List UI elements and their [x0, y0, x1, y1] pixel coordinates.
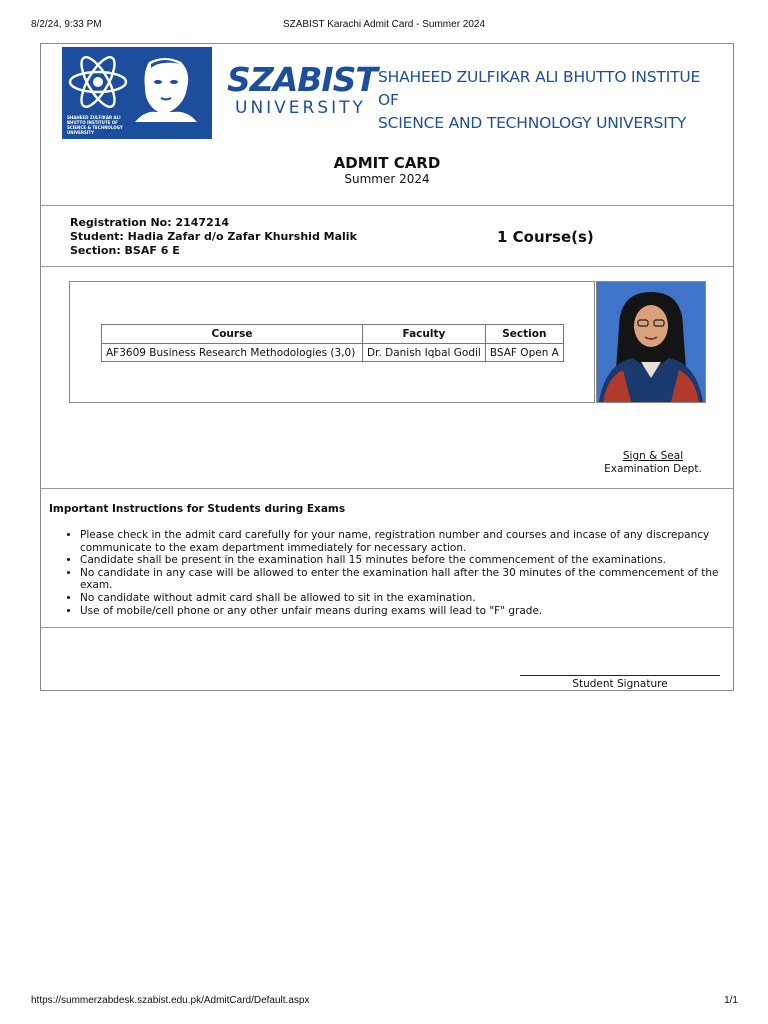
print-header	[0, 19, 768, 33]
list-item: • No candidate in any case will be allowed to enter the examination hall after the 30 minutes of the commencement of the exam.	[80, 567, 730, 592]
founder-portrait-icon	[125, 54, 205, 122]
print-page-number: 1/1	[724, 995, 738, 1006]
signature-line	[520, 675, 720, 676]
student-name: Student: Hadia Zafar d/o Zafar Khurshid Malik	[70, 230, 357, 243]
university-full-name	[378, 66, 723, 135]
university-name-line-2: SCIENCE AND TECHNOLOGY UNIVERSITY	[378, 114, 687, 132]
brand-subtitle: UNIVERSITY	[235, 98, 366, 118]
print-datetime: 8/2/24, 9:33 PM	[31, 19, 102, 30]
brand-name: SZABIST	[227, 60, 377, 99]
print-page-title: SZABIST Karachi Admit Card - Summer 2024	[282, 19, 486, 30]
examination-dept-label: Examination Dept.	[604, 463, 702, 475]
column-header-faculty: Faculty	[363, 325, 486, 344]
table-header-row	[102, 325, 564, 344]
column-header-section: Section	[485, 325, 563, 344]
section-cell: BSAF Open A	[485, 344, 563, 362]
print-url: https://summerzabdesk.szabist.edu.pk/AdmitCard/Default.aspx	[31, 995, 310, 1006]
courses-panel	[69, 281, 595, 403]
admit-card-title: ADMIT CARD	[333, 154, 441, 172]
divider	[41, 488, 733, 489]
sign-seal-label: Sign & Seal	[622, 450, 684, 462]
university-name-line-1: SHAHEED ZULFIKAR ALI BHUTTO INSTITUE OF	[378, 68, 701, 109]
university-emblem-logo	[62, 47, 212, 139]
divider	[41, 627, 733, 628]
faculty-cell: Dr. Danish Iqbal Godil	[363, 344, 486, 362]
list-item: • Candidate shall be present in the examination hall 15 minutes before the commencement of the examinations.	[80, 554, 730, 567]
courses-table	[101, 324, 564, 362]
instructions-list	[63, 529, 730, 617]
student-section: Section: BSAF 6 E	[70, 244, 180, 257]
course-count: 1 Course(s)	[497, 228, 594, 246]
instructions-title: Important Instructions for Students during Exams	[49, 503, 346, 515]
admit-card-term: Summer 2024	[344, 172, 430, 186]
sign-and-seal	[603, 450, 703, 476]
divider	[41, 266, 733, 267]
list-item: • Please check in the admit card carefully for your name, registration number and courses and incase of any discrepancy communicate to the exam department immediately for necessary action.	[80, 529, 730, 554]
student-signature-label: Student Signature	[572, 678, 668, 690]
admit-card	[40, 43, 734, 691]
table-row	[102, 344, 564, 362]
emblem-caption: SHAHEED ZULFIKAR ALI BHUTTO INSTITUTE OF SCIENCE & TECHNOLOGY UNIVERSITY	[67, 115, 123, 135]
student-info	[70, 216, 357, 258]
student-portrait-icon	[597, 282, 705, 402]
atom-emblem-icon	[67, 51, 129, 113]
list-item: • Use of mobile/cell phone or any other unfair means during exams will lead to "F" grade.	[80, 605, 730, 618]
column-header-course: Course	[102, 325, 363, 344]
registration-number: Registration No: 2147214	[70, 216, 230, 229]
course-cell: AF3609 Business Research Methodologies (3,0)	[102, 344, 363, 362]
list-item: • No candidate without admit card shall be allowed to sit in the examination.	[80, 592, 730, 605]
divider	[41, 205, 733, 206]
brand-wordmark	[227, 62, 377, 122]
student-photo	[596, 281, 706, 403]
